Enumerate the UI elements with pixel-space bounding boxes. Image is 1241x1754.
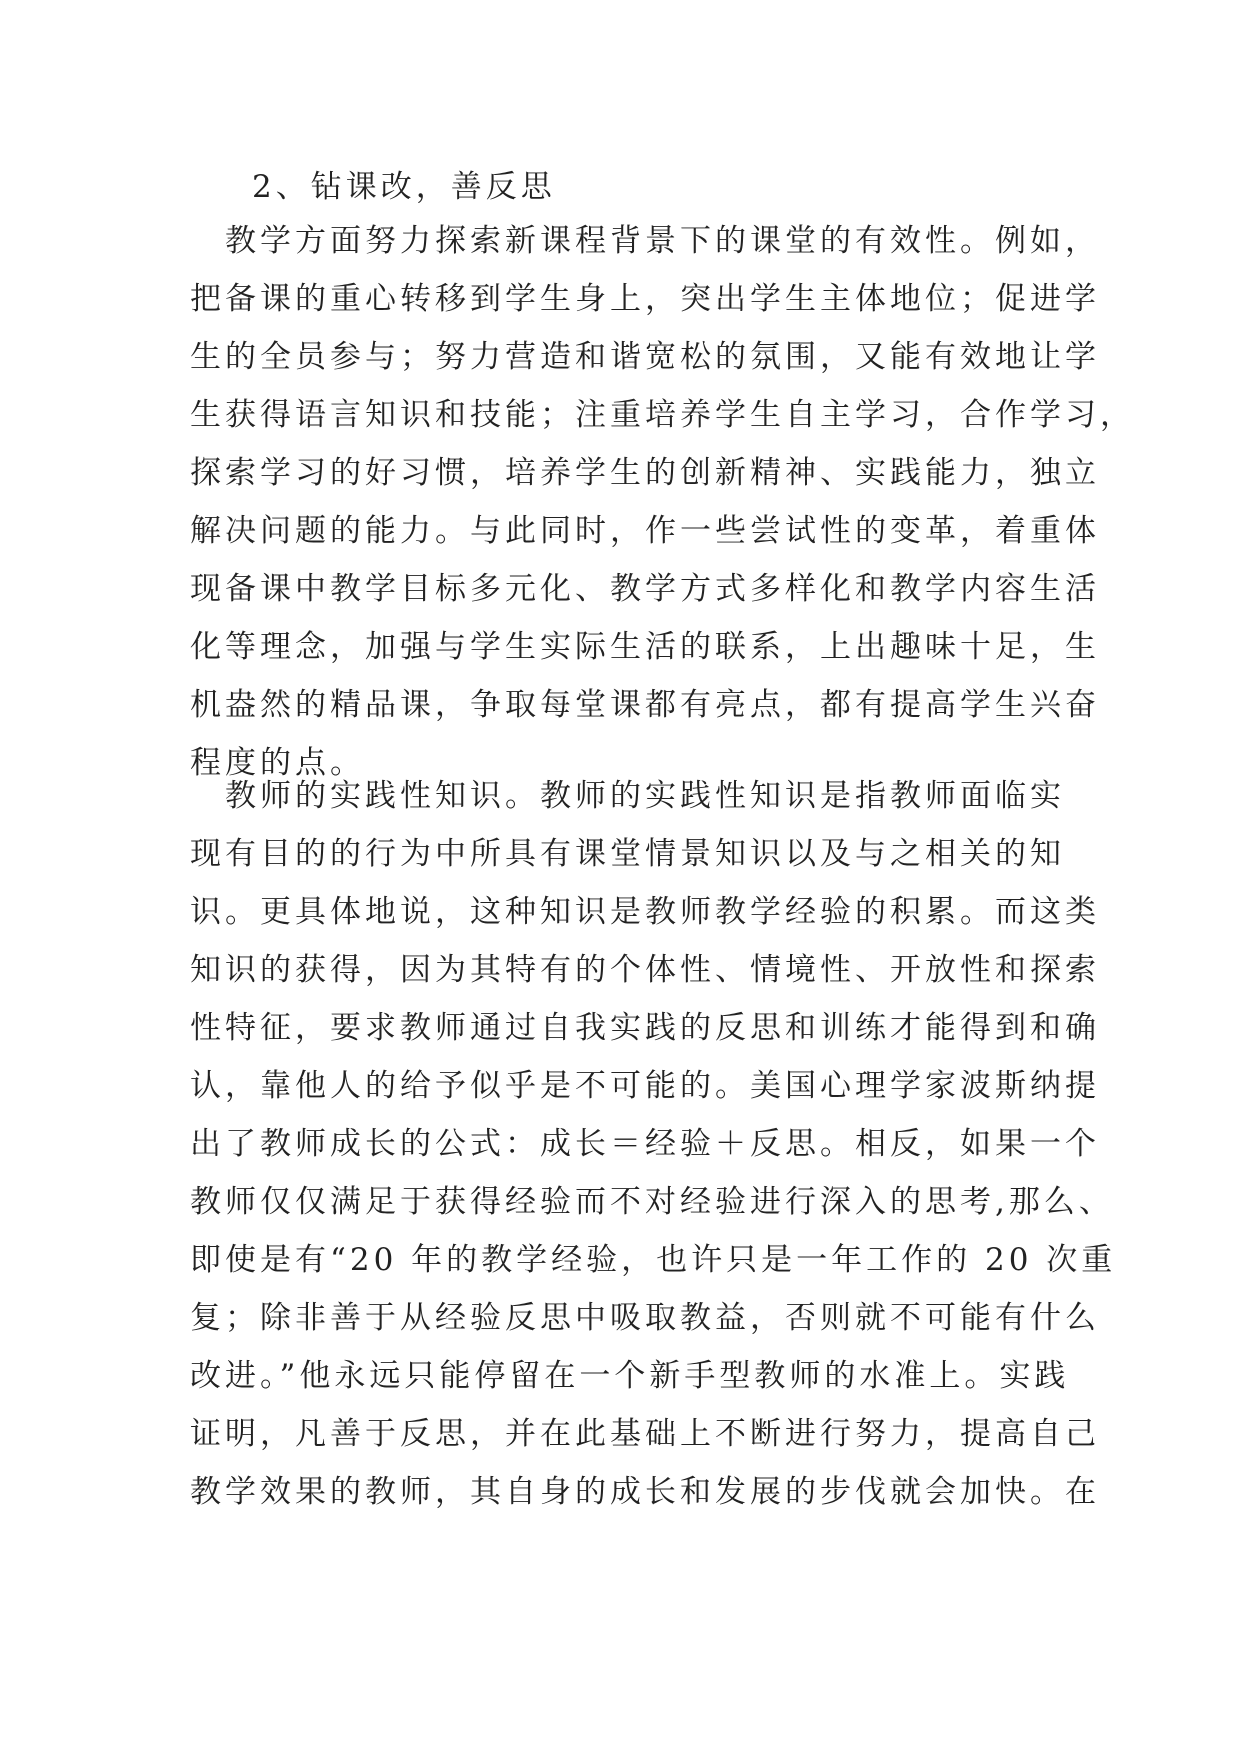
text-line: 生的全员参与；努力营造和谐宽松的氛围，又能有效地让学 <box>190 339 1100 375</box>
text-line: 即使是有“20 年的教学经验，也许只是一年工作的 20 次重 <box>190 1242 1117 1278</box>
text-line: 现备课中教学目标多元化、教学方式多样化和教学内容生活 <box>190 571 1100 607</box>
text-line: 认，靠他人的给予似乎是不可能的。美国心理学家波斯纳提 <box>190 1068 1100 1104</box>
text-line: 证明，凡善于反思，并在此基础上不断进行努力，提高自己 <box>190 1416 1100 1452</box>
text-line: 程度的点。 <box>190 745 365 781</box>
text-line: 教师的实践性知识。教师的实践性知识是指教师面临实 <box>190 778 1065 814</box>
text-line: 现有目的的行为中所具有课堂情景知识以及与之相关的知 <box>190 836 1065 872</box>
text-line: 教学效果的教师，其自身的成长和发展的步伐就会加快。在 <box>190 1474 1100 1510</box>
text-line: 化等理念，加强与学生实际生活的联系，上出趣味十足，生 <box>190 629 1100 665</box>
text-line: 复；除非善于从经验反思中吸取教益，否则就不可能有什么 <box>190 1300 1100 1336</box>
text-line: 教学方面努力探索新课程背景下的课堂的有效性。例如， <box>190 223 1100 259</box>
text-line: 机盎然的精品课，争取每堂课都有亮点，都有提高学生兴奋 <box>190 687 1100 723</box>
text-line: 探索学习的好习惯，培养学生的创新精神、实践能力，独立 <box>190 455 1100 491</box>
text-line: 生获得语言知识和技能；注重培养学生自主学习，合作学习， <box>190 397 1135 433</box>
text-line: 教师仅仅满足于获得经验而不对经验进行深入的思考,那么、 <box>190 1184 1114 1220</box>
text-line: 性特征，要求教师通过自我实践的反思和训练才能得到和确 <box>190 1010 1100 1046</box>
text-line: 识。更具体地说，这种知识是教师教学经验的积累。而这类 <box>190 894 1100 930</box>
text-line: 解决问题的能力。与此同时，作一些尝试性的变革，着重体 <box>190 513 1100 549</box>
text-line: 知识的获得，因为其特有的个体性、情境性、开放性和探索 <box>190 952 1100 988</box>
paragraph-practical-knowledge <box>190 767 1117 1521</box>
text-line: 出了教师成长的公式：成长＝经验＋反思。相反，如果一个 <box>190 1126 1100 1162</box>
section-heading <box>252 158 652 216</box>
text-line: 把备课的重心转移到学生身上，突出学生主体地位；促进学 <box>190 281 1100 317</box>
text-line: 改进。”他永远只能停留在一个新手型教师的水准上。实践 <box>190 1358 1070 1394</box>
paragraph-classroom-reform <box>190 212 1135 792</box>
heading-text: 2、钻课改，善反思 <box>252 169 556 205</box>
